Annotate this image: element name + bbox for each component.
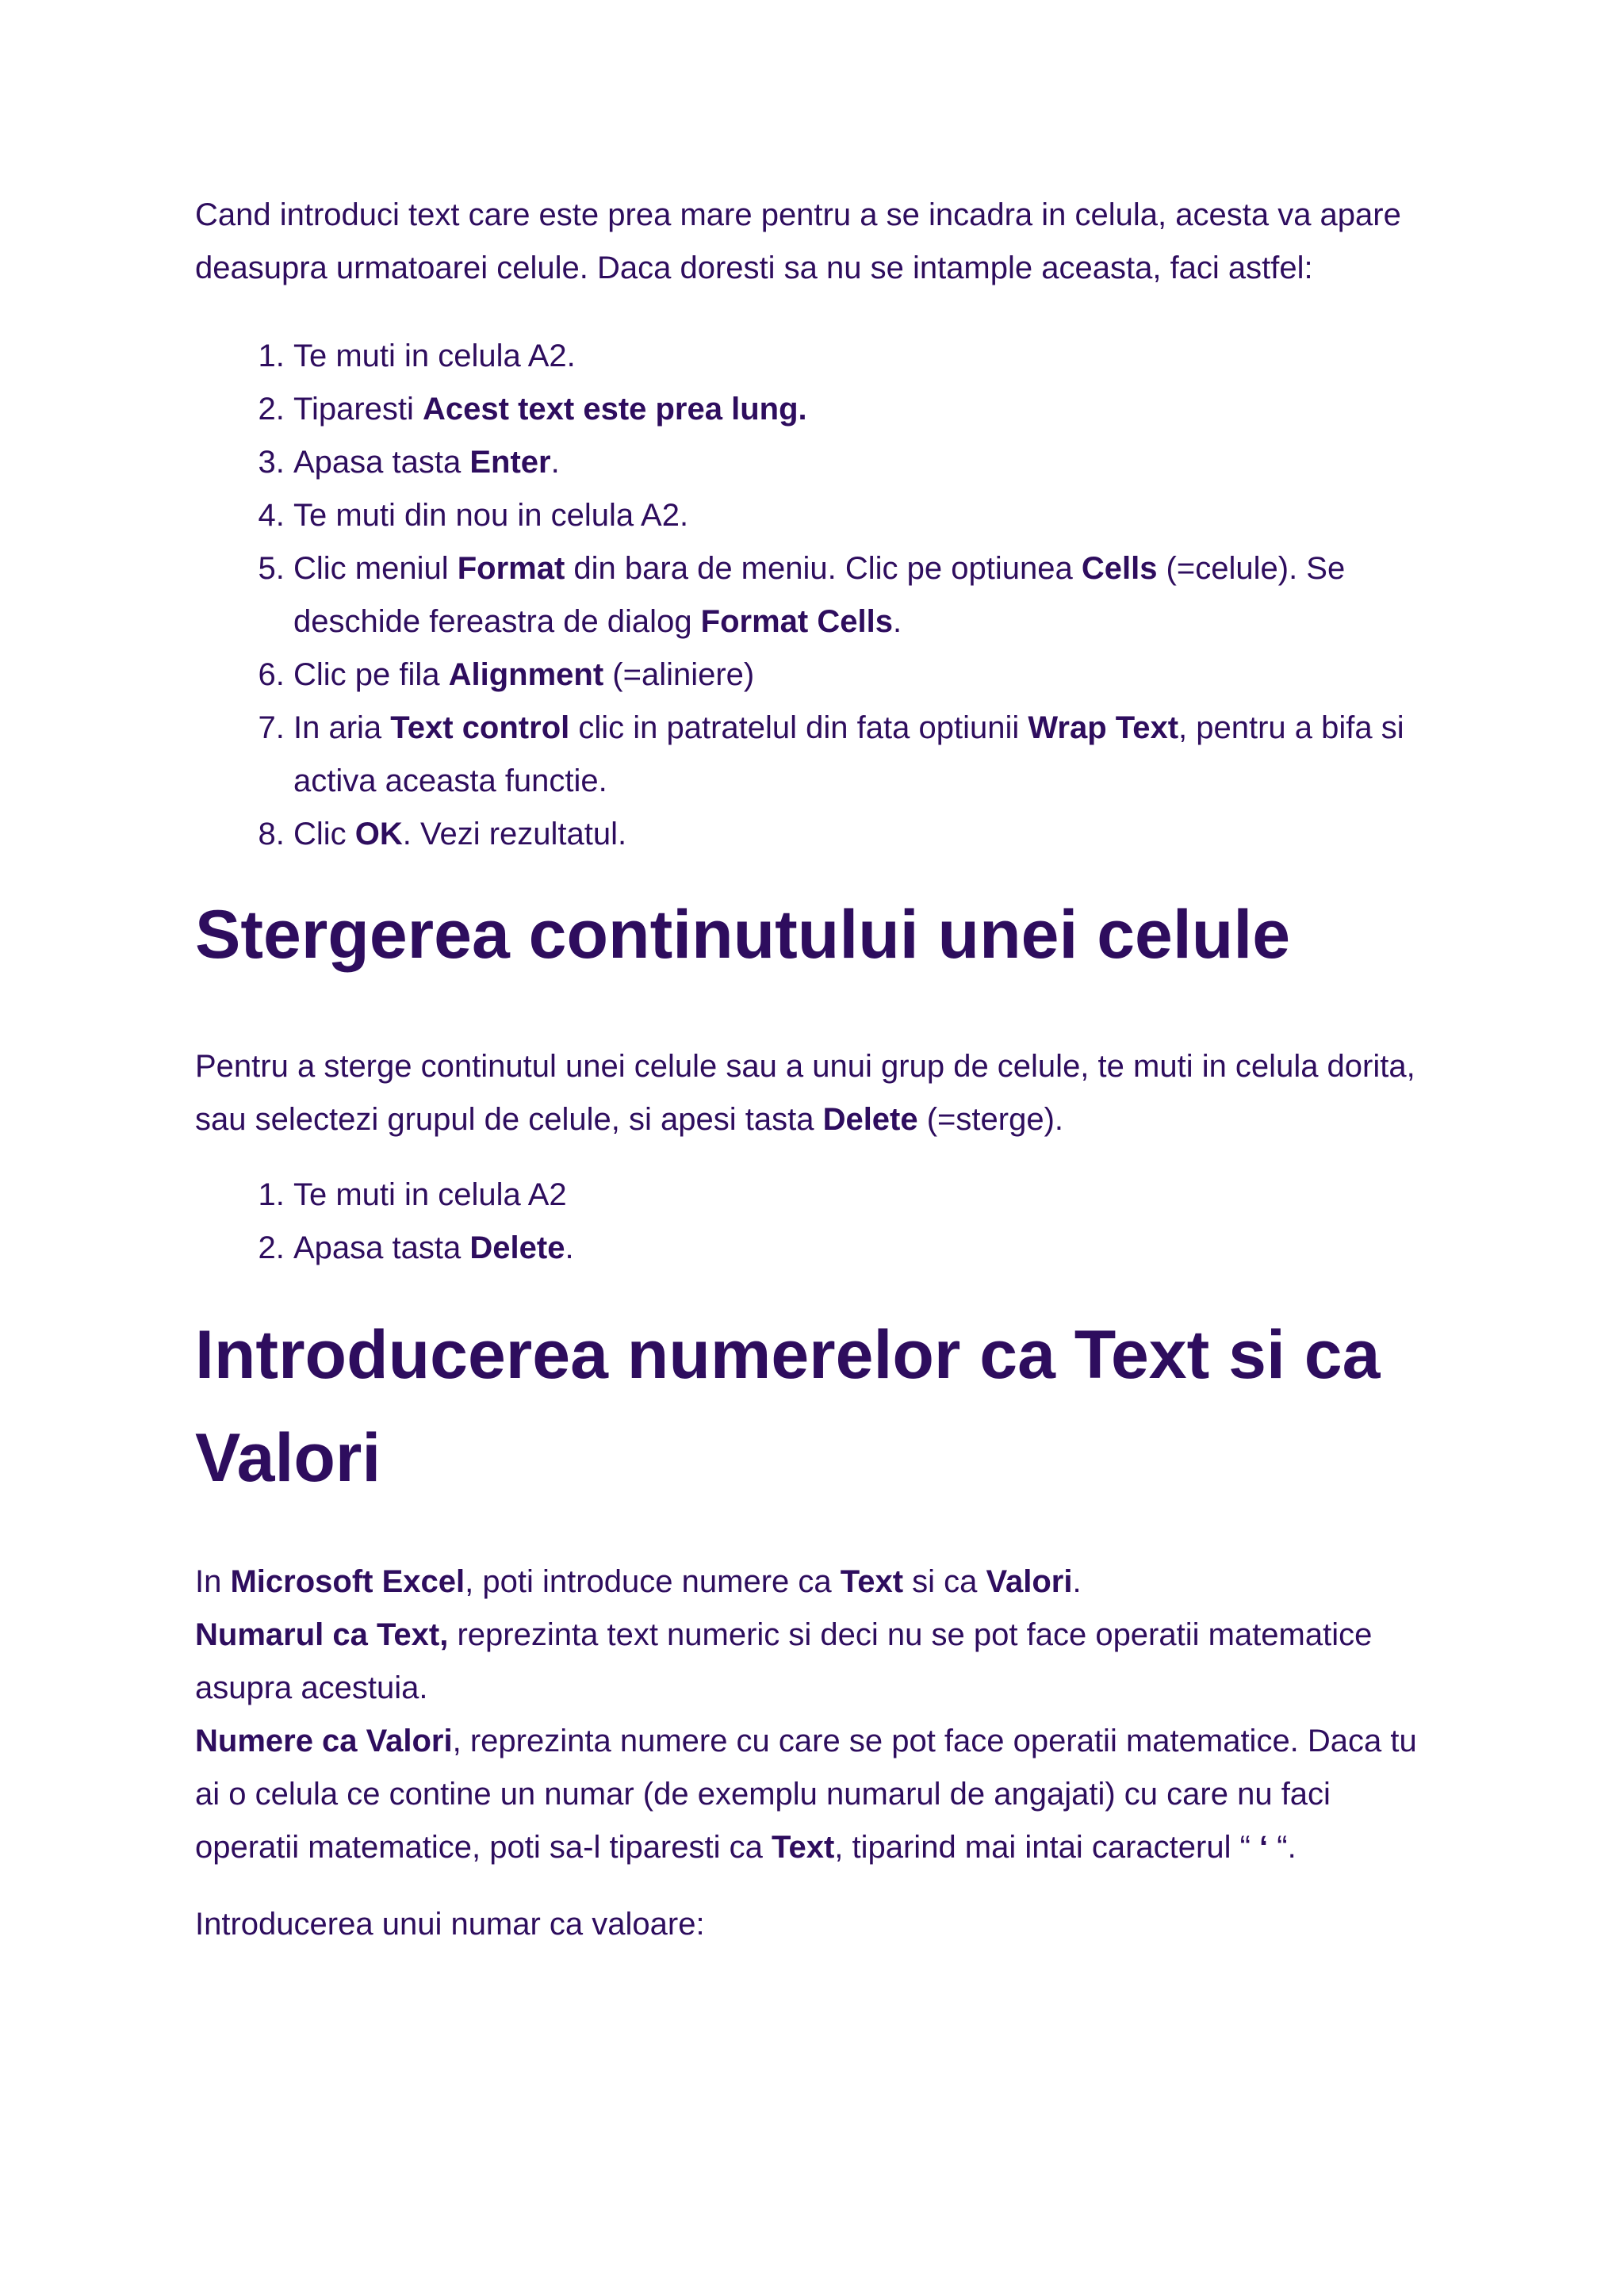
numbers-line-3: Numere ca Valori, reprezinta numere cu care se pot face operatii matematice. Daca tu ai o celula ce contine un numar (de exemplu numarul de angajati) cu care nu faci operatii matematice, poti sa-l tiparesti ca Text, tiparind mai intai caracterul “ ‘ “. [195, 1724, 1417, 1865]
list-item: 1. Te muti in celula A2 [293, 1169, 1432, 1222]
wrap-text-steps-list [195, 330, 1432, 861]
section-heading-numbers: Introducerea numerelor ca Text si ca Valori [195, 1317, 1381, 1496]
document-page [195, 189, 1432, 1951]
list-item: 6. Clic pe fila Alignment (=aliniere) [293, 649, 1432, 702]
numbers-line-2: Numarul ca Text, reprezinta text numeric si deci nu se pot face operatii matematice asupra acestuia. [195, 1617, 1373, 1705]
list-item: 5. Clic meniul Format din bara de meniu. Clic pe optiunea Cells (=celule). Se deschide fereastra de dialog Format Cells. [293, 542, 1432, 649]
list-item: 2. Tiparesti Acest text este prea lung. [293, 383, 1432, 436]
list-item: 2. Apasa tasta Delete. [293, 1222, 1432, 1275]
section-heading-delete: Stergerea continutului unei celule [195, 897, 1291, 973]
delete-paragraph: Pentru a sterge continutul unei celule sau a unui grup de celule, te muti in celula dorita, sau selectezi grupul de celule, si apesi tasta Delete (=sterge). [195, 1049, 1415, 1137]
list-item: 1. Te muti in celula A2. [293, 330, 1432, 383]
list-item: 4. Te muti din nou in celula A2. [293, 489, 1432, 542]
intro-paragraph: Cand introduci text care este prea mare pentru a se incadra in celula, acesta va apare deasupra urmatoarei celule. Daca doresti sa nu se intample aceasta, faci astfel: [195, 197, 1401, 285]
list-item: 8. Clic OK. Vezi rezultatul. [293, 808, 1432, 861]
delete-steps-list [195, 1169, 1432, 1275]
numbers-paragraph [195, 1556, 1432, 1874]
numbers-line-1: In Microsoft Excel, poti introduce numere ca Text si ca Valori. [195, 1564, 1082, 1599]
numbers-last-line: Introducerea unui numar ca valoare: [195, 1907, 705, 1942]
list-item: 3. Apasa tasta Enter. [293, 436, 1432, 489]
list-item: 7. In aria Text control clic in patratelul din fata optiunii Wrap Text, pentru a bifa si activa aceasta functie. [293, 702, 1432, 808]
